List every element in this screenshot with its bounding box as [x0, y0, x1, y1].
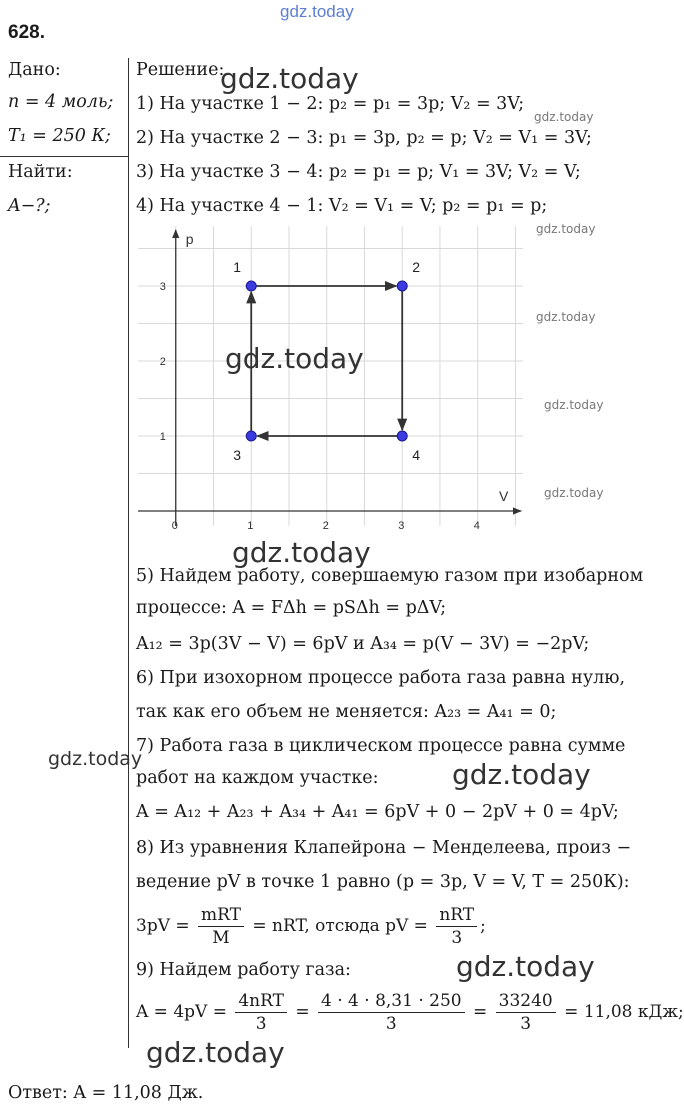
- solution-step: A = A₁₂ + A₂₃ + A₃₄ + A₄₁ = 6pV + 0 − 2pV + 0 = 4pV;: [136, 802, 619, 822]
- state-point-label: 4: [412, 447, 421, 463]
- given-divider: [0, 156, 128, 157]
- watermark-small: gdz.today: [544, 486, 604, 500]
- given-title: Дано:: [8, 60, 61, 80]
- given-item: n = 4 моль;: [8, 92, 114, 112]
- solution-step: процессе: A = FΔh = pSΔh = pΔV;: [136, 598, 447, 618]
- state-point: [397, 431, 407, 441]
- x-tick-label: 4: [473, 520, 480, 532]
- column-divider: [128, 58, 129, 1048]
- pv-diagram: [138, 226, 523, 532]
- watermark-small: gdz.today: [536, 222, 596, 236]
- watermark-text: gdz.today: [48, 748, 143, 770]
- find-item: A−?;: [8, 196, 51, 216]
- watermark-text: gdz.today: [232, 536, 371, 569]
- watermark-text: gdz.today: [220, 62, 359, 95]
- given-item: T₁ = 250 К;: [8, 126, 111, 146]
- solution-step: так как его объем не меняется: A₂₃ = A₄₁ = 0;: [136, 702, 557, 722]
- state-point: [246, 431, 256, 441]
- problem-number: 628.: [8, 22, 45, 43]
- solution-step: 3) На участке 3 − 4: p₂ = p₁ = p; V₁ = 3V; V₂ = V;: [136, 162, 581, 182]
- watermark-text: gdz.today: [225, 342, 364, 375]
- state-point-label: 2: [412, 259, 421, 275]
- solution-step: ведение pV в точке 1 равно (p = 3p, V = V, T = 250К):: [136, 872, 630, 892]
- y-axis-label: p: [185, 231, 194, 247]
- solution-step: 6) При изохорном процессе работа газа равна нулю,: [136, 668, 626, 688]
- x-tick-label: 2: [322, 520, 329, 532]
- watermark-small: gdz.today: [536, 310, 596, 324]
- solution-step: 2) На участке 2 − 3: p₁ = 3p, p₂ = p; V₂ = V₁ = 3V;: [136, 128, 592, 148]
- solution-step: 8) Из уравнения Клапейрона − Менделеева, произ −: [136, 838, 632, 858]
- state-point: [397, 281, 407, 291]
- watermark-text: gdz.today: [146, 1036, 285, 1069]
- equation-work: A = 4pV = $\frac{\text{4nRT}}{3}$ = $\frac{4 \cdot 4 \cdot 8,31 \cdot 250}{3}$ = $\frac{33240}{3}$ = 11,08 кДж;: [136, 991, 684, 1034]
- watermark-small: gdz.today: [544, 398, 604, 412]
- x-tick-label: 1: [247, 520, 254, 532]
- answer: Ответ: A = 11,08 Дж.: [8, 1083, 204, 1103]
- solution-step: 5) Найдем работу, совершаемую газом при изобарном: [136, 566, 644, 586]
- y-tick-label: 3: [159, 281, 166, 293]
- watermark-text: gdz.today: [456, 950, 595, 983]
- header-watermark: gdz.today: [280, 2, 354, 21]
- solution-title: Решение:: [136, 60, 225, 80]
- solution-step: 1) На участке 1 − 2: p₂ = p₁ = 3p; V₂ = 3V;: [136, 94, 525, 114]
- find-title: Найти:: [8, 162, 73, 182]
- x-tick-label: 0: [171, 520, 178, 532]
- y-tick-label: 1: [159, 431, 166, 443]
- x-axis-label: V: [499, 488, 509, 504]
- watermark-small: gdz.today: [534, 110, 594, 124]
- solution-step: A₁₂ = 3p(3V − V) = 6pV и A₃₄ = p(V − 3V) = −2pV;: [136, 634, 590, 654]
- state-point-label: 3: [233, 447, 242, 463]
- equation-clapeyron: 3pV = $\frac{\text{mRT}}{M}$ = nRT, отсюда pV = $\frac{\text{nRT}}{3}$ ;: [136, 905, 486, 948]
- y-tick-label: 2: [159, 356, 166, 368]
- solution-step: 4) На участке 4 − 1: V₂ = V₁ = V; p₂ = p₁ = p;: [136, 196, 548, 216]
- state-point: [246, 281, 256, 291]
- watermark-text: gdz.today: [452, 758, 591, 791]
- x-tick-label: 3: [398, 520, 405, 532]
- solution-step: 7) Работа газа в циклическом процессе равна сумме: [136, 736, 626, 756]
- solution-step: 9) Найдем работу газа:: [136, 960, 351, 980]
- solution-step: работ на каждом участке:: [136, 768, 379, 788]
- state-point-label: 1: [233, 259, 242, 275]
